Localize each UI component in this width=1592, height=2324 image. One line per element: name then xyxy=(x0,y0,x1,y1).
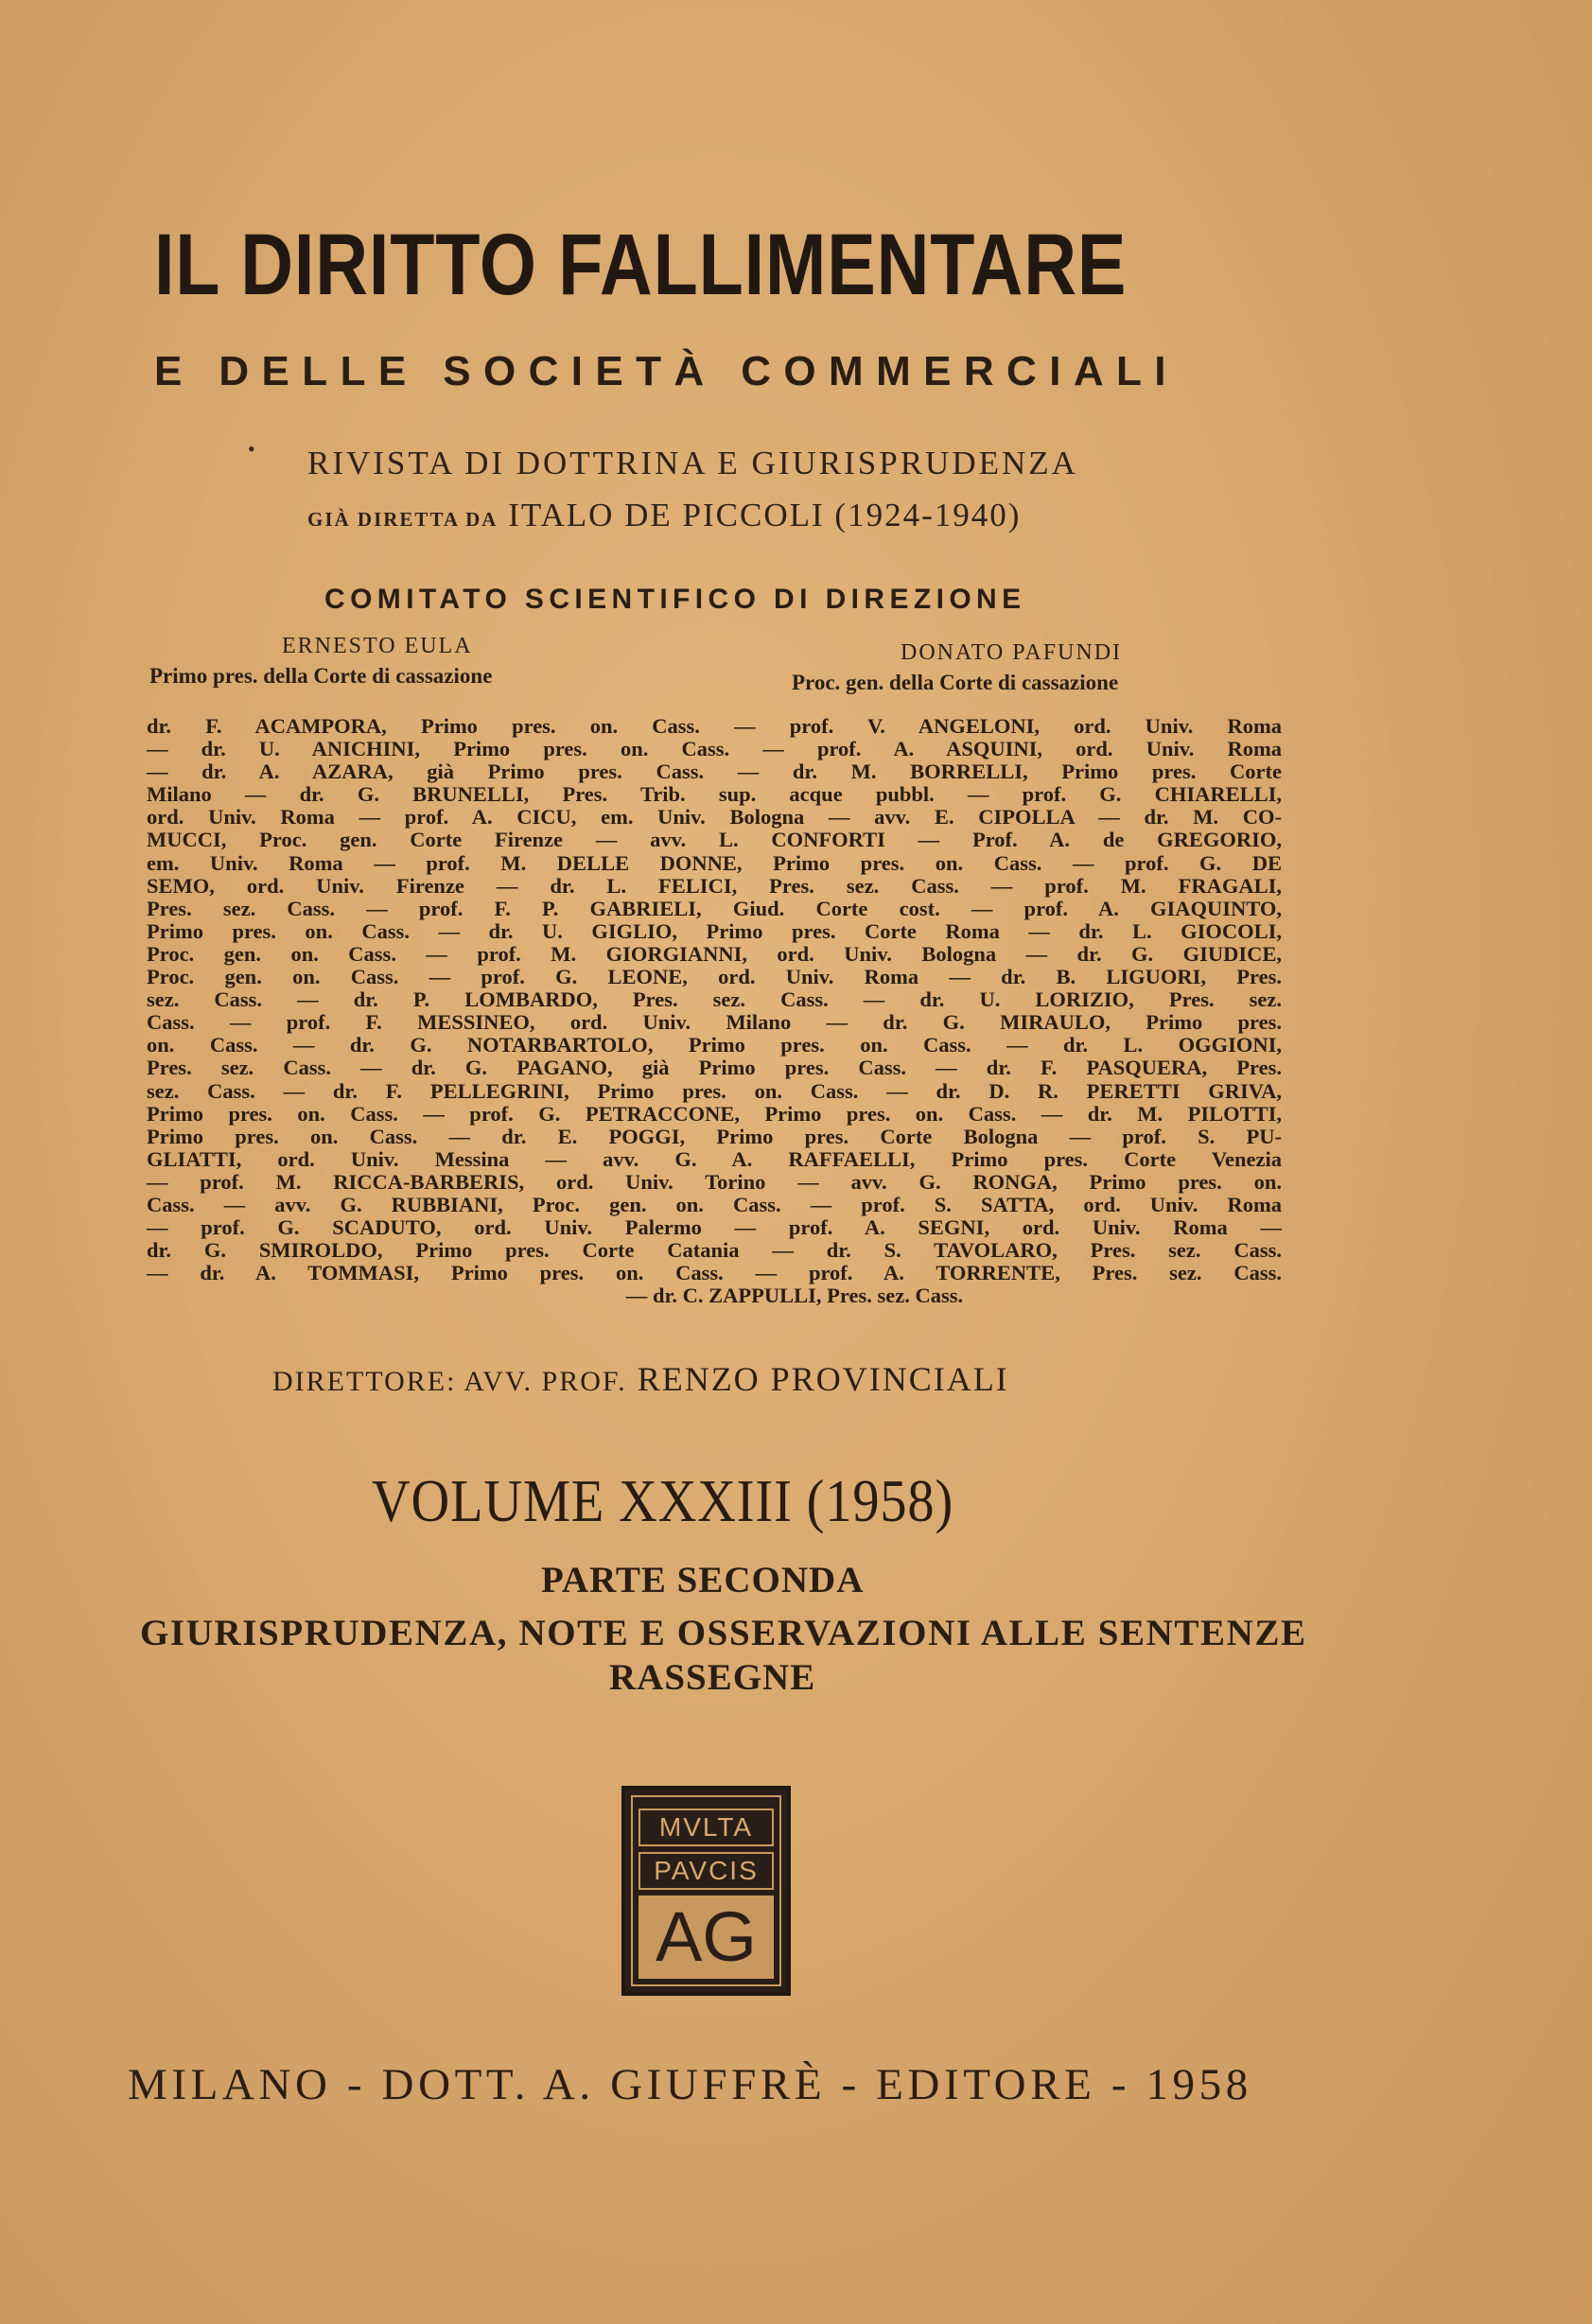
chair-role: Proc. gen. della Corte di cassazione xyxy=(792,671,1119,694)
member-line: sez. Cass. — dr. F. PELLEGRINI, Primo pres. on. Cass. — dr. D. R. PERETTI GRIVA, xyxy=(147,1078,1282,1103)
director-name: RENZO PROVINCIALI xyxy=(637,1360,1009,1398)
decorative-dot: • xyxy=(248,437,255,461)
member-line: — prof. G. SCADUTO, ord. Univ. Palermo — prof. A. SEGNI, ord. Univ. Roma — xyxy=(147,1215,1282,1240)
member-line: on. Cass. — dr. G. NOTARBARTOLO, Primo pres. on. Cass. — dr. L. OGGIONI, xyxy=(147,1033,1282,1057)
member-line: Proc. gen. on. Cass. — prof. M. GIORGIANNI, ord. Univ. Bologna — dr. G. GIUDICE, xyxy=(147,941,1282,966)
member-line: dr. F. ACAMPORA, Primo pres. on. Cass. — prof. V. ANGELONI, ord. Univ. Roma xyxy=(147,714,1282,738)
journal-subtitle: E DELLE SOCIETÀ COMMERCIALI xyxy=(154,348,1179,394)
chair-name: DONATO PAFUNDI xyxy=(901,640,1123,665)
publisher-logo xyxy=(621,1786,791,1996)
member-line: Proc. gen. on. Cass. — prof. G. LEONE, ord. Univ. Roma — dr. B. LIGUORI, Pres. xyxy=(147,965,1282,989)
member-line: Cass. — avv. G. RUBBIANI, Proc. gen. on. Cass. — prof. S. SATTA, ord. Univ. Roma xyxy=(147,1192,1282,1216)
committee-chair xyxy=(149,634,492,689)
member-line: MUCCI, Proc. gen. Corte Firenze — avv. L. CONFORTI — Prof. A. de GREGORIO, xyxy=(147,828,1282,852)
volume-contents: GIURISPRUDENZA, NOTE E OSSERVAZIONI ALLE SENTENZE xyxy=(140,1613,1307,1653)
member-line: dr. G. SMIROLDO, Primo pres. Corte Catania — dr. S. TAVOLARO, Pres. sez. Cass. xyxy=(147,1238,1282,1263)
member-line: Primo pres. on. Cass. — prof. G. PETRACCONE, Primo pres. on. Cass. — dr. M. PILOTTI, xyxy=(147,1101,1282,1126)
founder-name: ITALO DE PICCOLI (1924-1940) xyxy=(508,497,1022,533)
member-line: Milano — dr. G. BRUNELLI, Pres. Trib. sup. acque pubbl. — prof. G. CHIARELLI, xyxy=(147,782,1282,807)
volume-part: PARTE SECONDA xyxy=(541,1560,865,1600)
member-line: — dr. U. ANICHINI, Primo pres. on. Cass. — prof. A. ASQUINI, ord. Univ. Roma xyxy=(147,737,1282,761)
chair-role: Primo pres. della Corte di cassazione xyxy=(149,664,493,688)
publisher-imprint: MILANO - DOTT. A. GIUFFRÈ - EDITORE - 1958 xyxy=(128,2060,1252,2109)
member-line: sez. Cass. — dr. P. LOMBARDO, Pres. sez. Cass. — dr. U. LORIZIO, Pres. sez. xyxy=(147,987,1282,1012)
member-line: SEMO, ord. Univ. Firenze — dr. L. FELICI, Pres. sez. Cass. — prof. M. FRAGALI, xyxy=(147,873,1282,898)
member-line: Pres. sez. Cass. — dr. G. PAGANO, già Primo pres. Cass. — dr. F. PASQUERA, Pres. xyxy=(147,1056,1282,1080)
member-line: em. Univ. Roma — prof. M. DELLE DONNE, Primo pres. on. Cass. — prof. G. DE xyxy=(147,850,1282,875)
journal-description: RIVISTA DI DOTTRINA E GIURISPRUDENZA xyxy=(307,445,1078,481)
volume-title: VOLUME XXXIII (1958) xyxy=(372,1467,954,1534)
founder-line xyxy=(307,497,1021,534)
committee-chair xyxy=(792,640,1122,695)
member-line: ord. Univ. Roma — prof. A. CICU, em. Univ. Bologna — avv. E. CIPOLLA — dr. M. CO- xyxy=(147,805,1282,830)
director-label: DIRETTORE: AVV. PROF. xyxy=(272,1366,627,1397)
director-line xyxy=(272,1359,1009,1399)
journal-title: IL DIRITTO FALLIMENTARE xyxy=(154,217,1128,313)
chair-name: ERNESTO EULA xyxy=(282,634,473,658)
committee-members xyxy=(147,715,1282,1307)
logo-initials: AG xyxy=(639,1896,774,1979)
member-line: — dr. A. AZARA, già Primo pres. Cass. — dr. M. BORRELLI, Primo pres. Corte xyxy=(147,760,1282,784)
founder-prefix: GIÀ DIRETTA DA xyxy=(307,508,499,531)
member-line: Primo pres. on. Cass. — dr. U. GIGLIO, Primo pres. Corte Roma — dr. L. GIOCOLI, xyxy=(147,918,1282,943)
member-line: Primo pres. on. Cass. — dr. E. POGGI, Primo pres. Corte Bologna — prof. S. PU- xyxy=(147,1124,1282,1148)
committee-heading: COMITATO SCIENTIFICO DI DIREZIONE xyxy=(324,584,1026,615)
member-line: — dr. C. ZAPPULLI, Pres. sez. Cass. xyxy=(625,1284,964,1308)
member-line: — prof. M. RICCA-BARBERIS, ord. Univ. Torino — avv. G. RONGA, Primo pres. on. xyxy=(147,1169,1282,1194)
logo-word: PAVCIS xyxy=(639,1852,774,1890)
member-line: Pres. sez. Cass. — prof. F. P. GABRIELI, Giud. Corte cost. — prof. A. GIAQUINTO, xyxy=(147,896,1282,920)
logo-word: MVLTA xyxy=(639,1809,774,1846)
volume-contents-2: RASSEGNE xyxy=(609,1657,816,1698)
member-line: — dr. A. TOMMASI, Primo pres. on. Cass. — prof. A. TORRENTE, Pres. sez. Cass. xyxy=(147,1261,1282,1285)
member-line: Cass. — prof. F. MESSINEO, ord. Univ. Milano — dr. G. MIRAULO, Primo pres. xyxy=(147,1010,1282,1035)
member-line: GLIATTI, ord. Univ. Messina — avv. G. A. RAFFAELLI, Primo pres. Corte Venezia xyxy=(147,1146,1282,1171)
